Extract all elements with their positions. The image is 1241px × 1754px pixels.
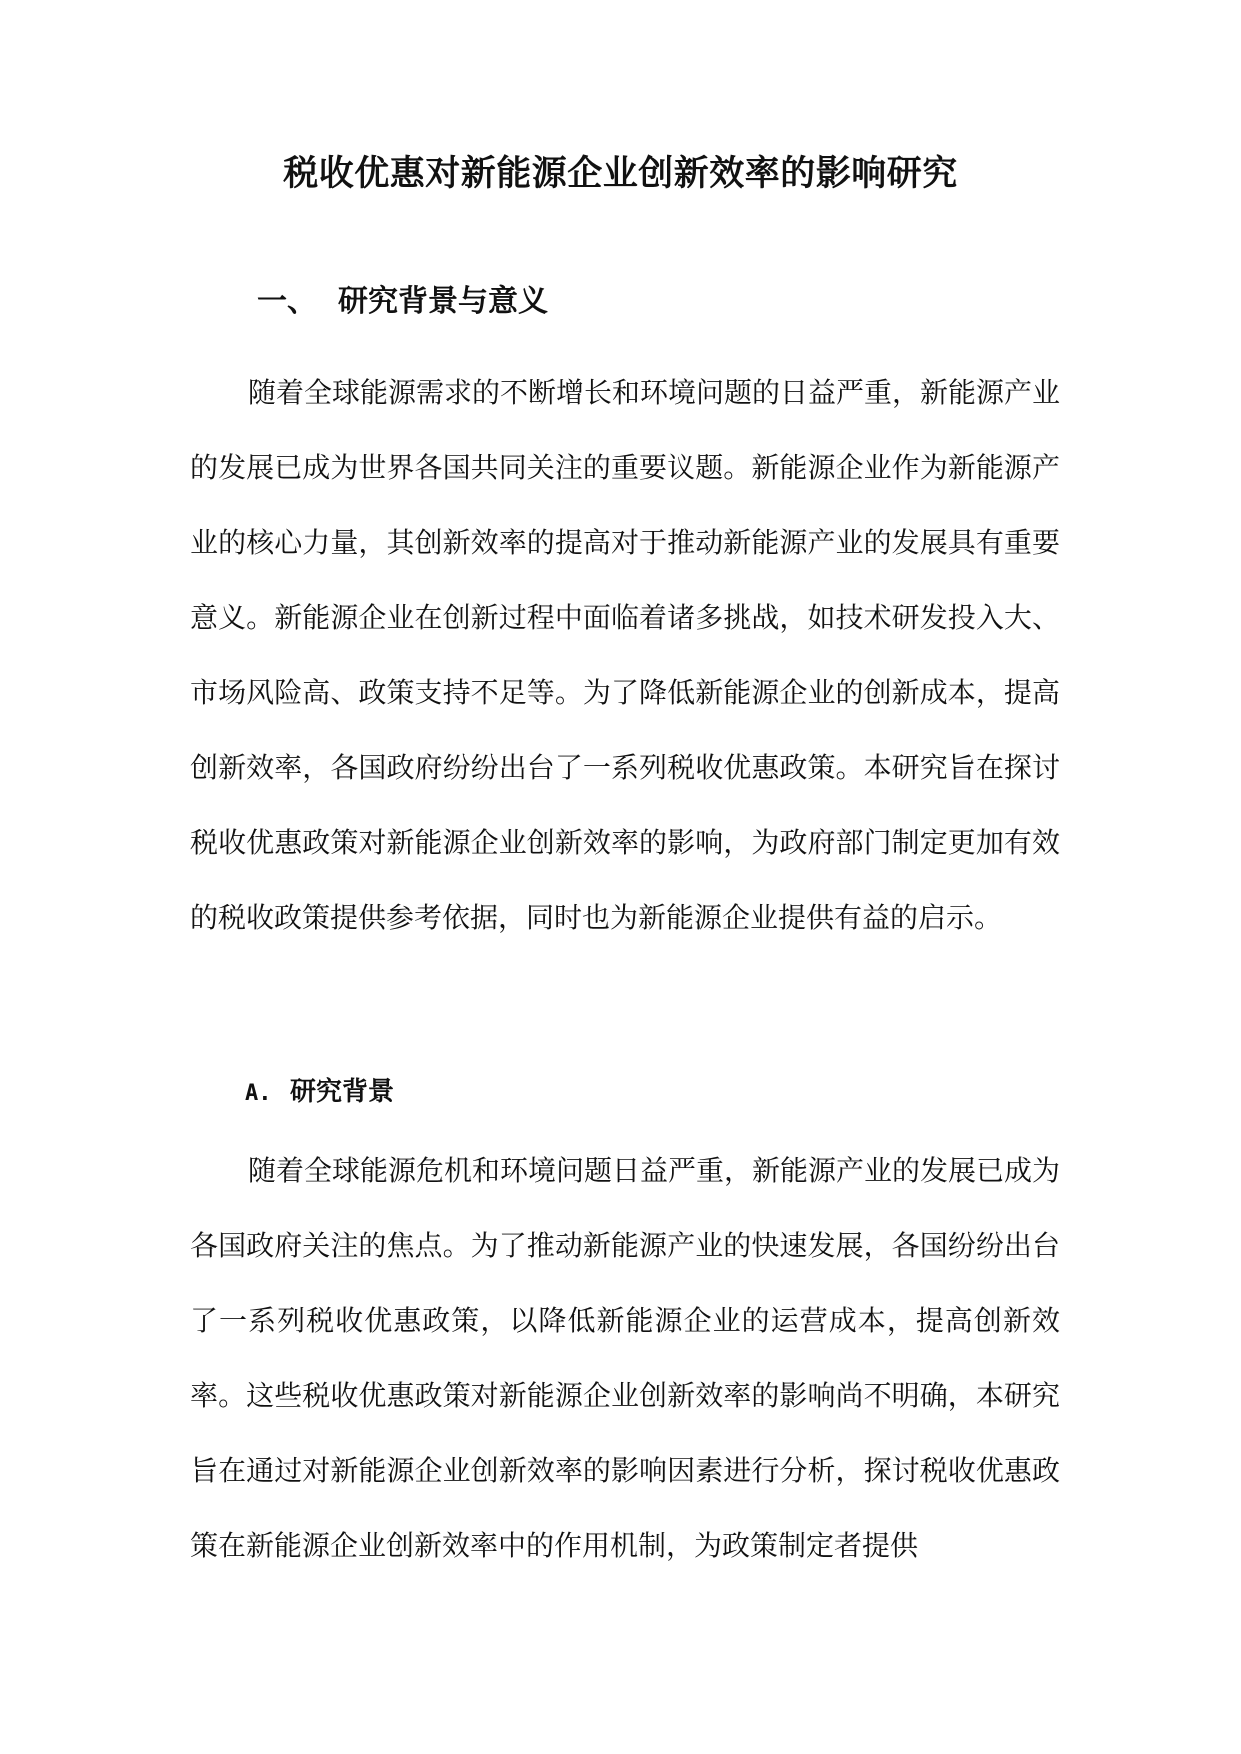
subsection-title: 研究背景 bbox=[290, 1077, 395, 1107]
subsection-heading bbox=[245, 1072, 394, 1114]
section-number: 一、 bbox=[257, 284, 317, 319]
section-title: 研究背景与意义 bbox=[338, 284, 548, 319]
section-paragraph: 随着全球能源需求的不断增长和环境问题的日益严重，新能源产业的发展已成为世界各国共同关注的重要议题。新能源企业作为新能源产业的核心力量，其创新效率的提高对于推动新能源产业的发展具有重要意义。新能源企业在创新过程中面临着诸多挑战，如技术研发投入大、市场风险高、政策支持不足等。为了降低新能源企业的创新成本，提高创新效率，各国政府纷纷出台了一系列税收优惠政策。本研究旨在探讨税收优惠政策对新能源企业创新效率的影响，为政府部门制定更加有效的税收政策提供参考依据，同时也为新能源企业提供有益的启示。 bbox=[190, 376, 1061, 934]
subsection-number: A. bbox=[245, 1081, 272, 1106]
document-title: 税收优惠对新能源企业创新效率的影响研究 bbox=[283, 153, 958, 194]
section-heading bbox=[257, 279, 548, 325]
subsection-paragraph: 随着全球能源危机和环境问题日益严重，新能源产业的发展已成为各国政府关注的焦点。为了推动新能源产业的快速发展，各国纷纷出台了一系列税收优惠政策，以降低新能源企业的运营成本，提高创新效率。这些税收优惠政策对新能源企业创新效率的影响尚不明确，本研究旨在通过对新能源企业创新效率的影响因素进行分析，探讨税收优惠政策在新能源企业创新效率中的作用机制，为政策制定者提供 bbox=[190, 1154, 1061, 1562]
